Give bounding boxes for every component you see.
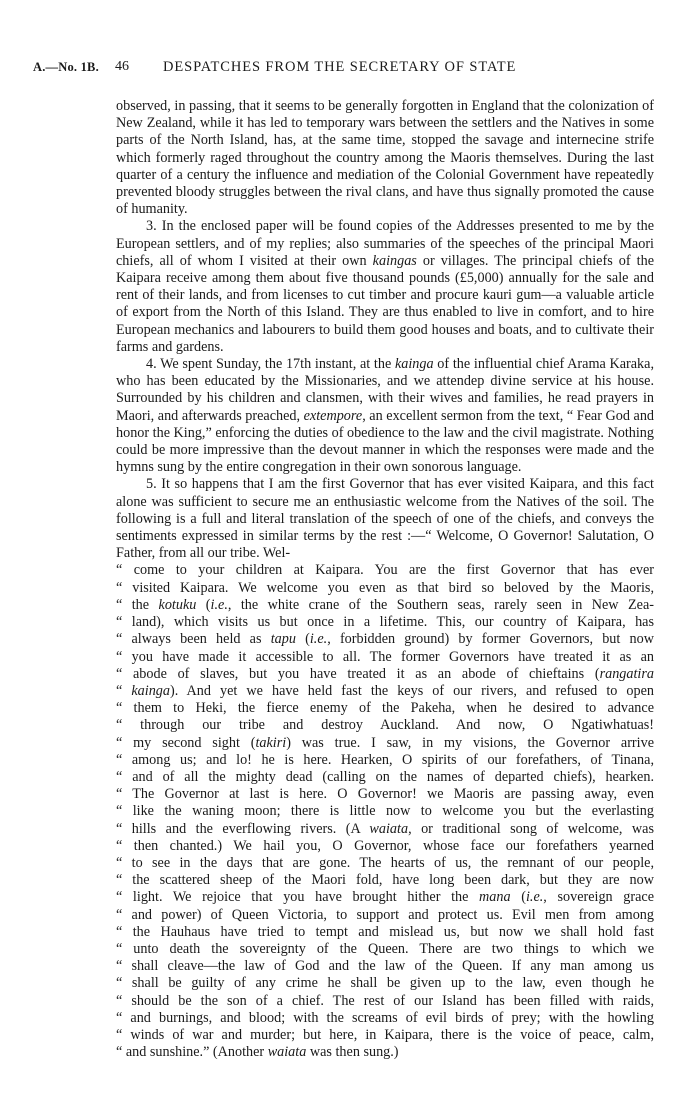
quote-line: “ and power) of Queen Victoria, to support and protect us. Evil men from among (116, 906, 654, 923)
document-body (116, 98, 654, 1061)
quote-line: “ unto death the sovereignty of the Queen. There are two things to which we (116, 940, 654, 957)
quote-line: “ them to Heki, the fierce enemy of the Pakeha, when he desired to advance (116, 700, 654, 717)
quote-line: “ winds of war and murder; but here, in Kaipara, there is the voice of peace, calm, (116, 1026, 654, 1043)
quote-line: “ should be the son of a chief. The rest of our Island has been filled with raids, (116, 992, 654, 1009)
paragraph-5: 5. It so happens that I am the first Governor that has ever visited Kaipara, and this fact alone was sufficient to secure me an enthusiastic welcome from the Natives of the soil. The following is a full and literal translation of the speech of one of the chiefs, and conveys the sentiments expressed in similar terms by the rest :—“ Welcome, O Governor! Salutation, O Father, from all our tribe. Wel- (116, 476, 654, 562)
quote-line: “ come to your children at Kaipara. You are the first Governor that has ever (116, 562, 654, 579)
quote-line: “ you have made it accessible to all. The former Governors have treated it as an (116, 648, 654, 665)
quote-line: “ shall be guilty of any crime he shall be given up to the law, even though he (116, 975, 654, 992)
quote-line: “ and of all the mighty dead (calling on the names of departed chiefs), hearken. (116, 768, 654, 785)
quote-line: “ the Hauhaus have tried to tempt and mislead us, but now we shall hold fast (116, 923, 654, 940)
document-reference: A.—No. 1B. (33, 60, 99, 74)
paragraph-3: 3. In the enclosed paper will be found copies of the Addresses presented to me by the European settlers, and of my replies; also summaries of the speeches of the principal Maori chiefs, all of whom I visited at their own kaingas or villages. The principal chiefs of the Kaipara receive among them about five thousand pounds (£5,000) annually for the sale and rent of their lands, and from licenses to cut timber and procure kauri gum—a valuable article of export from the North of this Island. They are thus enabled to live in comfort, and to hire European mechanics and labourers to build them good houses and boats, and to cultivate their farms and gardens. (116, 218, 654, 355)
quote-line: “ among us; and lo! he is here. Hearken, O spirits of our forefathers, of Tinana, (116, 751, 654, 768)
page-number: 46 (115, 59, 129, 74)
quote-line: “ and sunshine.” (Another waiata was then sung.) (116, 1044, 399, 1061)
quote-line: “ abode of slaves, but you have treated it as an abode of chieftains (rangatira (116, 665, 654, 682)
quote-line: “ land), which visits us but once in a lifetime. This, our country of Kaipara, has (116, 614, 654, 631)
quote-line: “ visited Kaipara. We welcome you even as that bird so beloved by the Maoris, (116, 579, 654, 596)
paragraph-4: 4. We spent Sunday, the 17th instant, at the kainga of the influential chief Arama Karaka, who has been educated by the Missionaries, and we attendep divine service at his house. Surrounded by his children and clansmen, with their wives and families, he read prayers in Maori, and afterwards preached, extempore, an excellent sermon from the text, “ Fear God and honor the King,” enforcing the duties of obedience to the law and the civil magistrate. Nothing could be more impressive than the devout manner in which the responses were made and the hymns sung by the entire congregation in their own sonorous language. (116, 356, 655, 476)
quote-line: “ and burnings, and blood; with the screams of evil birds of prey; with the howling (116, 1009, 654, 1026)
quote-line: “ like the waning moon; there is little now to welcome you but the everlasting (116, 803, 654, 820)
quote-line: “ the scattered sheep of the Maori fold, have long been dark, but they are now (116, 872, 654, 889)
quote-line: “ The Governor at last is here. O Governor! we Maoris are passing away, even (116, 786, 654, 803)
quote-line: “ always been held as tapu (i.e., forbidden ground) by former Governors, but now (116, 631, 654, 648)
quote-line: “ the kotuku (i.e., the white crane of the Southern seas, rarely seen in New Zea- (116, 596, 654, 613)
chief-speech-quote (116, 562, 654, 1061)
quote-line: “ shall cleave—the law of God and the law of the Queen. If any man among us (116, 958, 654, 975)
running-title: DESPATCHES FROM THE SECRETARY OF STATE (163, 59, 517, 75)
quote-line: “ kainga). And yet we have held fast the keys of our rivers, and refused to open (116, 682, 654, 699)
quote-line: “ my second sight (takiri) was true. I saw, in my visions, the Governor arrive (116, 734, 654, 751)
quote-line: “ light. We rejoice that you have brought hither the mana (i.e., sovereign grace (116, 889, 654, 906)
quote-line: “ to see in the days that are gone. The hearts of us, the remnant of our people, (116, 854, 654, 871)
paragraph-continued: observed, in passing, that it seems to be generally forgotten in England that the colonization of New Zealand, while it has led to temporary wars between the settlers and the Natives in some parts of the North Island, has, at the same time, stopped the savage and internecine strife which formerly raged throughout the country among the Maoris themselves. During the last quarter of a century the influence and mediation of the Colonial Government have repeatedly prevented bloody struggles between the rival clans, and have thus signally promoted the cause of humanity. (116, 98, 654, 218)
quote-line: “ hills and the everflowing rivers. (A waiata, or traditional song of welcome, was (116, 820, 654, 837)
quote-line: “ through our tribe and destroy Auckland. And now, O Ngatiwhatuas! (116, 717, 654, 734)
page-header (33, 60, 673, 82)
quote-line: “ then chanted.) We hail you, O Governor, whose face our forefathers yearned (116, 837, 654, 854)
